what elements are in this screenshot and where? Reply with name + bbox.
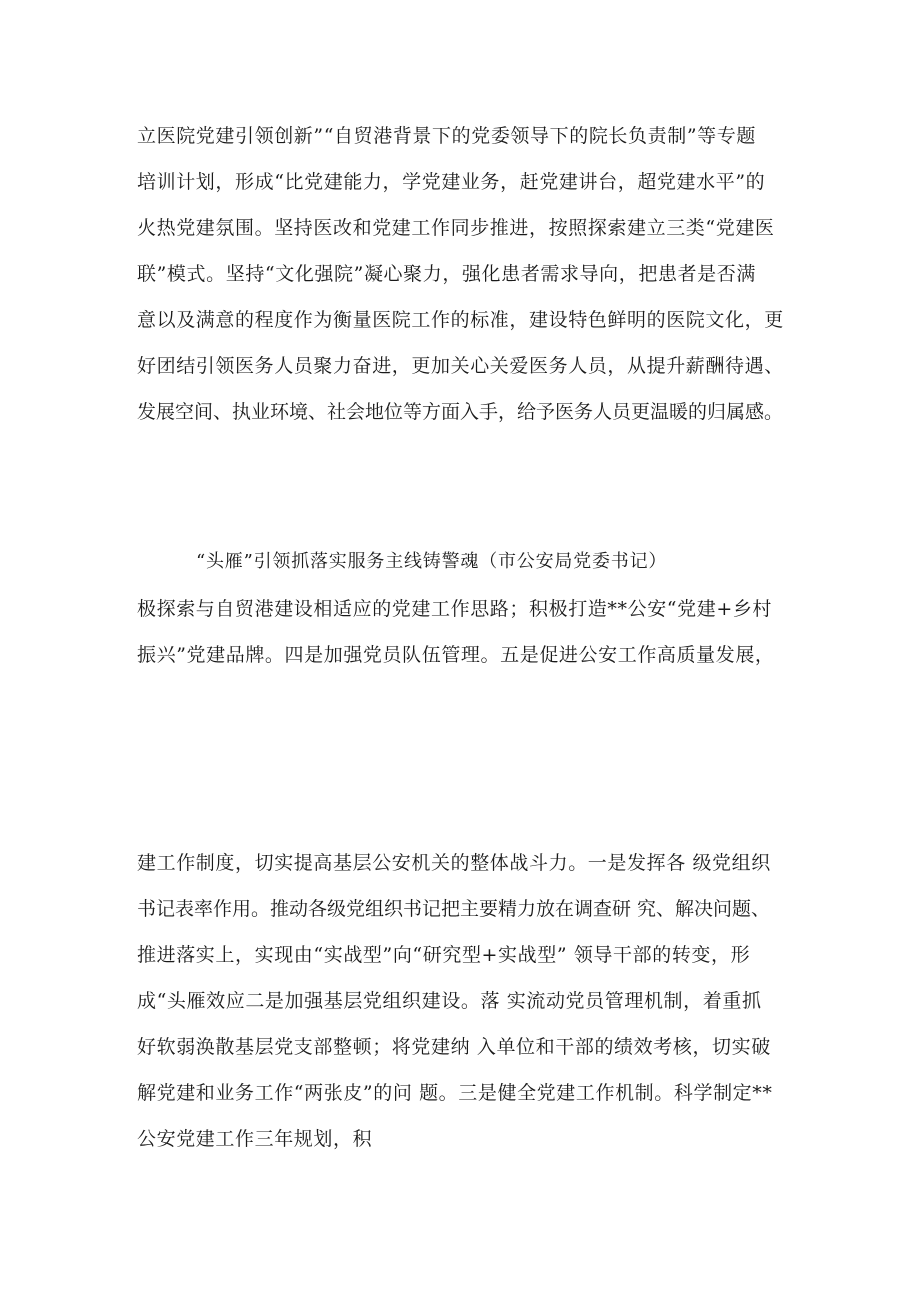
section-heading: “头雁”引领抓落实服务主线铸警魂（市公安局党委书记）	[196, 551, 668, 572]
text-line: 好团结引领医务人员聚力奋进，更加关心关爱医务人员，从提升薪酬待遇、	[137, 355, 784, 377]
text-line: 成“头雁效应二是加强基层党组织建设。落 实流动党员管理机制，着重抓	[137, 990, 762, 1012]
text-line: 发展空间、执业环境、社会地位等方面入手，给予医务人员更温暖的归属感。	[137, 401, 784, 423]
text-line: 振兴”党建品牌。四是加强党员队伍管理。五是促进公安工作高质量发展，	[137, 644, 775, 666]
text-line: 推进落实上，实现由“实战型”向“研究型+实战型” 领导干部的转变，形	[137, 944, 751, 966]
text-line: 好软弱涣散基层党支部整顿；将党建纳 入单位和干部的绩效考核，切实破	[137, 1036, 771, 1058]
text-line: 联”模式。坚持“文化强院”凝心聚力，强化患者需求导向，把患者是否满	[137, 263, 756, 285]
text-line: 建工作制度，切实提高基层公安机关的整体战斗力。一是发挥各 级党组织	[137, 852, 771, 874]
text-line: 意以及满意的程度作为衡量医院工作的标准，建设特色鲜明的医院文化，更	[137, 309, 784, 331]
text-line: 解党建和业务工作“两张皮”的问 题。三是健全党建工作机制。科学制定**	[137, 1082, 773, 1104]
text-line: 火热党建氛围。坚持医改和党建工作同步推进，按照探索建立三类“党建医	[137, 217, 775, 239]
text-line: 公安党建工作三年规划，积	[137, 1128, 373, 1150]
text-line: 极探索与自贸港建设相适应的党建工作思路；积极打造**公安“党建+乡村	[137, 598, 773, 620]
text-line: 培训计划，形成“比党建能力，学党建业务，赶党建讲台，超党建水平”的	[137, 171, 766, 193]
text-line: 书记表率作用。推动各级党组织书记把主要精力放在调查研 究、解决问题、	[137, 898, 771, 920]
text-line: 立医院党建引领创新”“自贸港背景下的党委领导下的院长负责制”等专题	[137, 125, 756, 147]
